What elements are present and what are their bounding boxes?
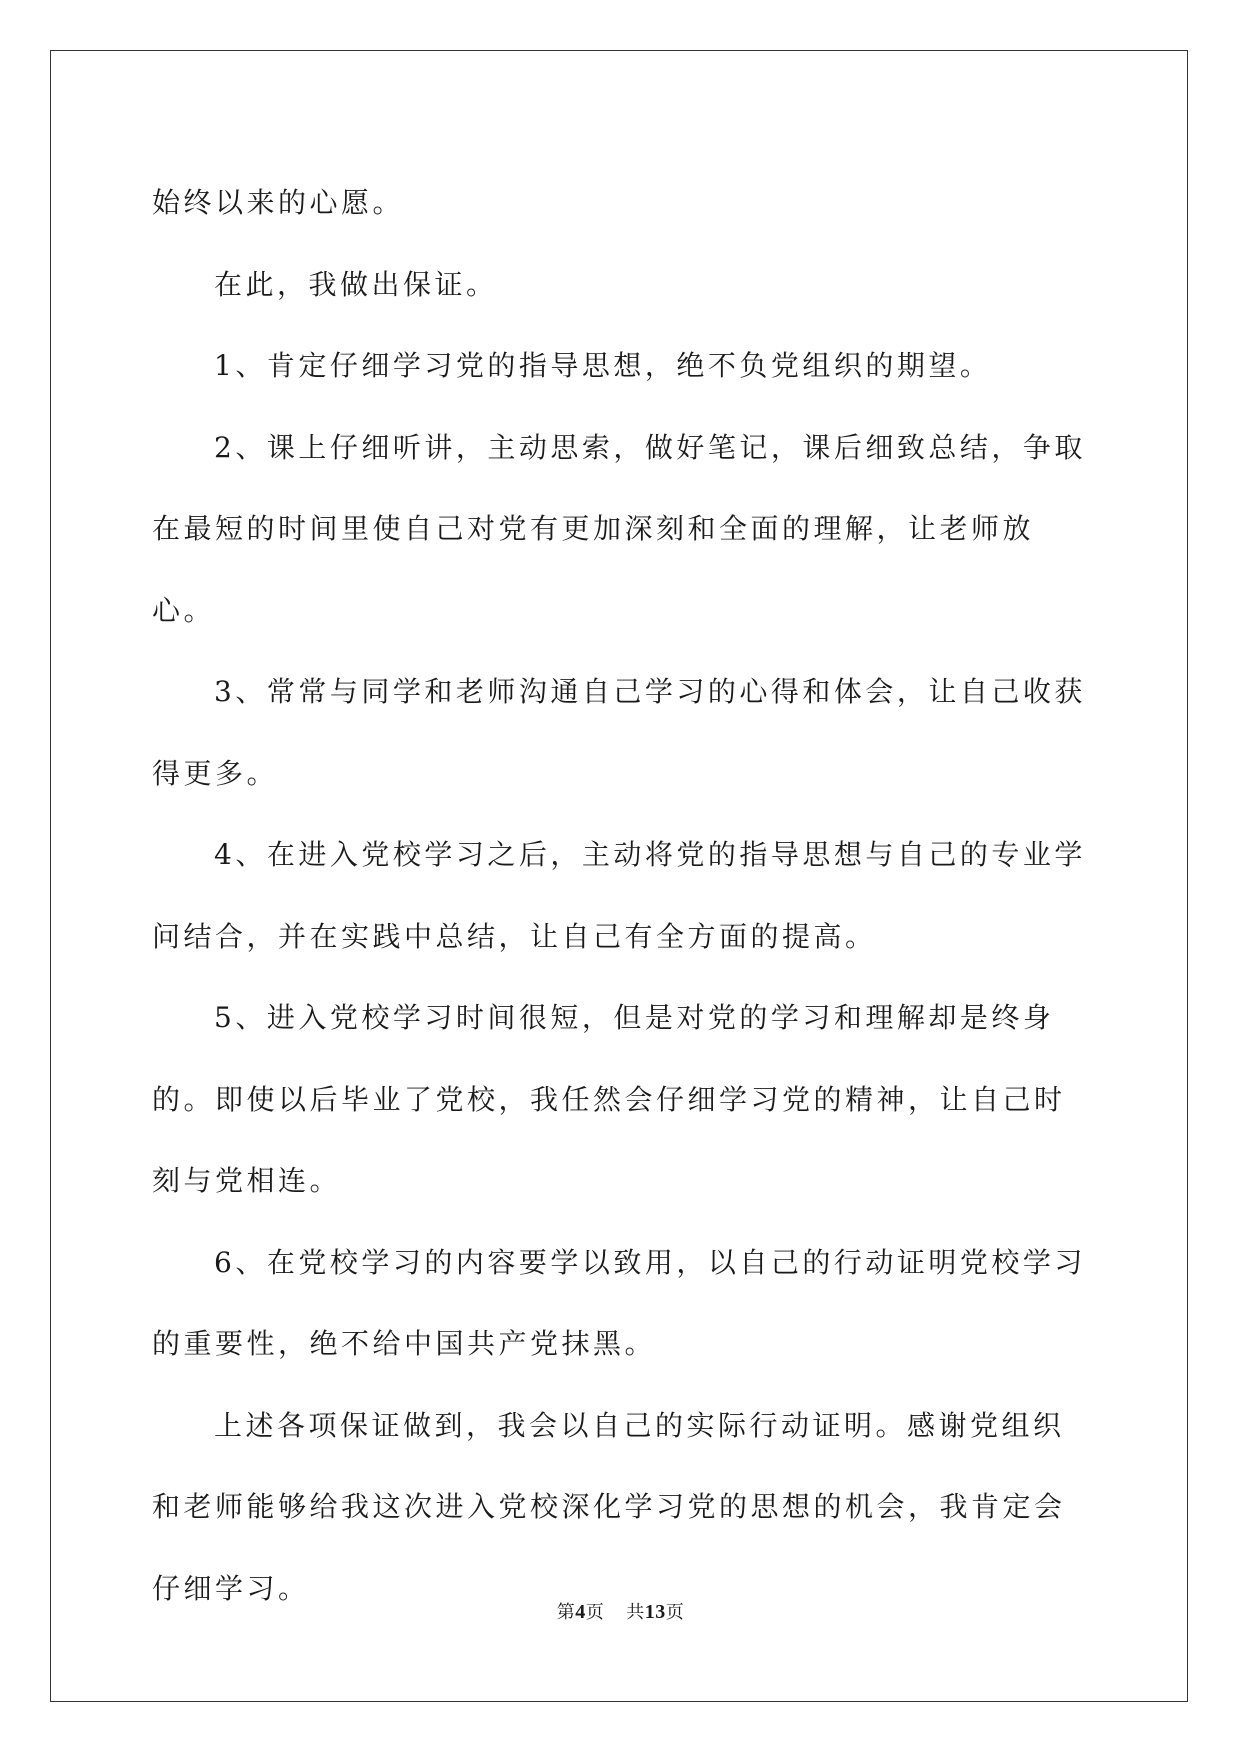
paragraph-5: 3、常常与同学和老师沟通自己学习的心得和体会，让自己收获得更多。 [152, 675, 1086, 790]
paragraph-1: 始终以来的心愿。 [152, 186, 405, 219]
page-suffix: 页 [585, 1602, 605, 1623]
paragraph-3: 1、肯定仔细学习党的指导思想，绝不负党组织的期望。 [214, 349, 992, 382]
page-number: 4 [575, 1601, 586, 1623]
paragraph-4: 2、课上仔细听讲，主动思索，做好笔记，课后细致总结，争取在最短的时间里使自己对党有更加深刻和全面的理解，让老师放心。 [152, 430, 1086, 627]
page-footer [0, 1600, 1241, 1625]
total-suffix: 页 [665, 1602, 685, 1623]
total-pages: 13 [644, 1601, 666, 1623]
paragraph-9: 上述各项保证做到，我会以自己的实际行动证明。感谢党组织和老师能够给我这次进入党校深化学习党的思想的机会，我肯定会仔细学习。 [152, 1408, 1066, 1605]
paragraph-8: 6、在党校学习的内容要学以致用，以自己的行动证明党校学习的重要性，绝不给中国共产党抹黑。 [152, 1245, 1086, 1360]
paragraph-7: 5、进入党校学习时间很短，但是对党的学习和理解却是终身的。即使以后毕业了党校，我任然会仔细学习党的精神，让自己时刻与党相连。 [152, 1001, 1066, 1197]
paragraph-6: 4、在进入党校学习之后，主动将党的指导思想与自己的专业学问结合，并在实践中总结，让自己有全方面的提高。 [152, 838, 1086, 953]
document-body [152, 162, 1092, 1629]
paragraph-2: 在此，我做出保证。 [214, 267, 498, 301]
total-prefix: 共 [626, 1602, 645, 1623]
page-prefix: 第 [556, 1602, 576, 1623]
